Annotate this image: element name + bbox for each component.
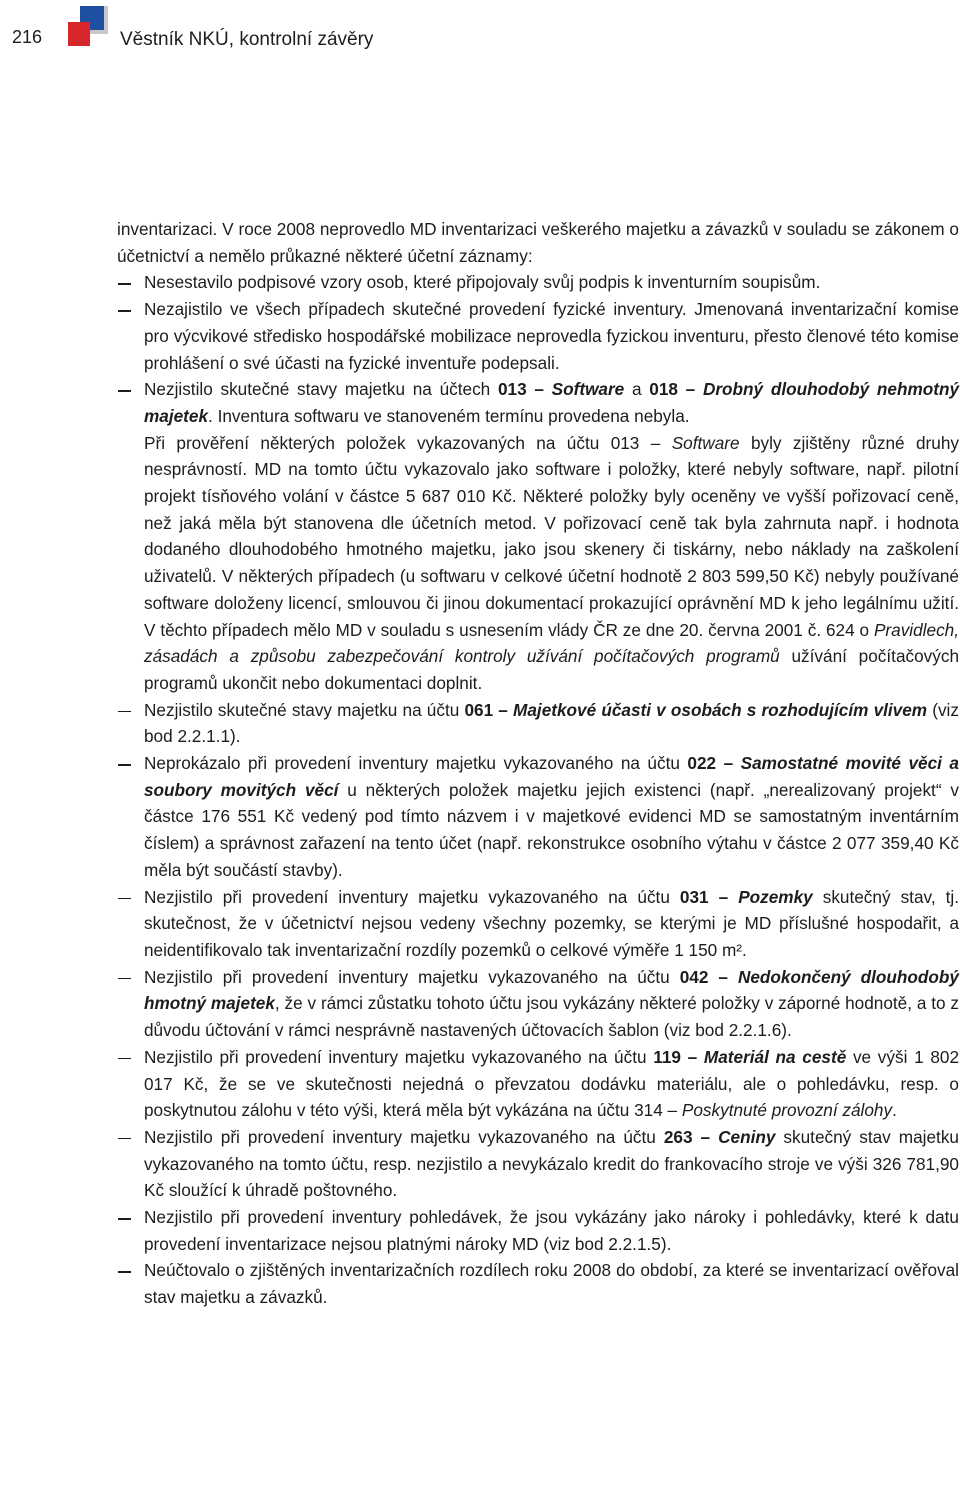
account-name: Pozemky xyxy=(738,886,813,907)
list-item-text: Nezjistilo skutečné stavy majetku na účtu xyxy=(144,699,465,720)
account-number: 013 – xyxy=(497,379,552,400)
account-name: Samostatné movité věci a soubory movitých věcí xyxy=(144,753,959,800)
list-item-text: (viz bod 2.2.1.1). xyxy=(144,699,959,747)
nku-logo-icon xyxy=(64,6,108,50)
page-header xyxy=(0,0,960,80)
list-item-text: Nezjistilo při provedení inventury majetku vykazovaného na účtu xyxy=(144,886,680,907)
paragraph-text: Při prověření některých položek vykazovaných na účtu 013 – xyxy=(144,432,672,453)
account-number: 018 – xyxy=(649,379,703,400)
account-name: Majetkové účasti v osobách s rozhodujícím vlivem xyxy=(513,699,928,720)
list-item-text: skutečný stav, tj. skutečnost, že v účetnictví nejsou vedeny všechny pozemky, se kterými je MD příslušné hospodařit, a neidentifikovalo tak inventarizační rozdíly pozemků o celkové výměře 1 150 m². xyxy=(144,886,959,960)
regulation-title: Pravidlech, zásadách a způsobu zabezpečování kontroly užívání počítačových programů xyxy=(144,619,959,667)
list-item xyxy=(117,1044,959,1124)
list-item-text: . Inventura softwaru ve stanoveném termínu provedena nebyla. xyxy=(208,405,690,426)
list-item-text: Nezjistilo skutečné stavy majetku na účtech xyxy=(144,379,498,400)
list-item-text: Nezjistilo při provedení inventury majetku vykazovaného na účtu xyxy=(144,1046,654,1067)
list-item xyxy=(117,1204,959,1257)
running-title: Věstník NKÚ, kontrolní závěry xyxy=(120,29,374,50)
page-number: 216 xyxy=(12,27,43,47)
list-item-text: Nezjistilo při provedení inventury majetku vykazovaného na účtu xyxy=(144,966,680,987)
account-name: Poskytnuté provozní zálohy xyxy=(681,1100,893,1121)
account-name: Materiál na cestě xyxy=(703,1046,847,1067)
account-name: Software xyxy=(671,432,740,453)
list-item-text: , že v rámci zůstatku tohoto účtu jsou vykázány některé položky v záporné hodnotě, a to z důvodu účtování v rámci nesprávně nastavených účtovacích šablon (viz bod 2.2.1.6). xyxy=(144,993,959,1041)
account-number: 022 – xyxy=(687,753,741,774)
account-name: Software xyxy=(551,379,625,400)
list-item-text: Nezajistilo ve všech případech skutečné provedení fyzické inventury. Jmenovaná inventarizační komise pro výcvikové středisko hospodářské mobilizace neprovedla fyzickou inventuru, přesto členové této komise prohlášení o své účasti na fyzické inventuře podepsali. xyxy=(144,299,959,373)
list-item xyxy=(117,964,959,1044)
intro-paragraph: inventarizaci. V roce 2008 neprovedlo MD inventarizaci veškerého majetku a závazků v souladu se zákonem o účetnictví a nemělo průkazné některé účetní záznamy: xyxy=(117,219,959,266)
document-body xyxy=(117,216,959,1311)
list-item-text: skutečný stav majetku vykazovaného na tomto účtu, resp. nezjistilo a nevykázalo kredit do frankovacího stroje ve výši 326 781,90 Kč sloužící k úhradě poštovného. xyxy=(144,1126,959,1201)
software-paragraph xyxy=(117,430,959,697)
account-number: 042 – xyxy=(679,966,738,987)
list-item xyxy=(117,376,959,429)
list-item-text: Neprokázalo při provedení inventury majetku vykazovaného na účtu xyxy=(144,753,688,774)
list-item-text: Nezjistilo při provedení inventury pohledávek, že jsou vykázány jako nároky i pohledávky, které k datu provedení inventarizace nejsou platnými nároky MD (viz bod 2.2.1.5). xyxy=(144,1207,959,1254)
account-number: 031 – xyxy=(679,886,739,907)
logo-red-square xyxy=(68,22,90,46)
account-number: 263 – xyxy=(663,1126,719,1147)
list-item-text: ve výši 1 802 017 Kč, že se ve skutečnosti nejedná o převzatou dodávku materiálu, ale o pohledávku, resp. o poskytnutou zálohu v této výši, která měla být vykázána na účtu 314 – xyxy=(144,1046,960,1121)
list-item xyxy=(117,269,959,296)
paragraph-text: užívání počítačových programů ukončit nebo dokumentaci doplnit. xyxy=(144,646,959,693)
paragraph-text: byly zjištěny různé druhy nesprávností. MD na tomto účtu vykazovalo jako software i položky, které nebyly software, např. pilotní projekt tísňového volání v částce 5 687 010 Kč. Některé položky byly oceněny ve vyšší pořizovací ceně, než jaká měla být stanovena dle účetních metod. V pořizovací ceně tak byla zahrnuta např. i hodnota dodaného dlouhodobého hmotného majetku, jako jsou skenery či tiskárny, nebo náklady na zaškolení uživatelů. V některých případech (u softwaru v celkové účetní hodnotě 2 803 599,50 Kč) nebyly používané software doloženy licencí, smlouvou či jinou dokumentací prokazující oprávnění MD k jeho legálnímu užití. V těchto případech mělo MD v souladu s usnesením vlády ČR ze dne 20. června 2001 č. 624 o xyxy=(144,432,959,640)
list-item xyxy=(117,1257,959,1310)
list-item-text: Nesestavilo podpisové vzory osob, které připojovaly svůj podpis k inventurním soupisům. xyxy=(144,272,821,293)
account-name: Nedokončený dlouhodobý hmotný majetek xyxy=(144,966,959,1014)
list-item-text: a xyxy=(624,379,650,400)
account-name: Ceniny xyxy=(718,1126,776,1147)
list-item xyxy=(117,750,959,884)
account-number: 119 – xyxy=(653,1046,704,1067)
list-item-text: u některých položek majetku jejich existenci (např. „nerealizovaný projekt“ v částce 176 551 Kč vedený pod tímto názvem i v majetkové evidenci MD se samostatným inventárním číslem) a správnost zařazení na tento účet (např. rekonstrukce osobního výtahu v částce 2 077 359,40 Kč měla být součástí stavby). xyxy=(144,779,959,880)
list-item xyxy=(117,296,959,376)
list-item-text: . xyxy=(892,1100,897,1121)
list-item xyxy=(117,697,959,750)
account-number: 061 – xyxy=(464,699,514,720)
list-item-text: Nezjistilo při provedení inventury majetku vykazovaného na účtu xyxy=(144,1126,664,1147)
list-item xyxy=(117,884,959,964)
list-item xyxy=(117,1124,959,1204)
list-item-text: Neúčtovalo o zjištěných inventarizačních rozdílech roku 2008 do období, za které se inventarizací ověřoval stav majetku a závazků. xyxy=(144,1260,959,1308)
account-name: Drobný dlouhodobý nehmotný majetek xyxy=(144,379,960,426)
